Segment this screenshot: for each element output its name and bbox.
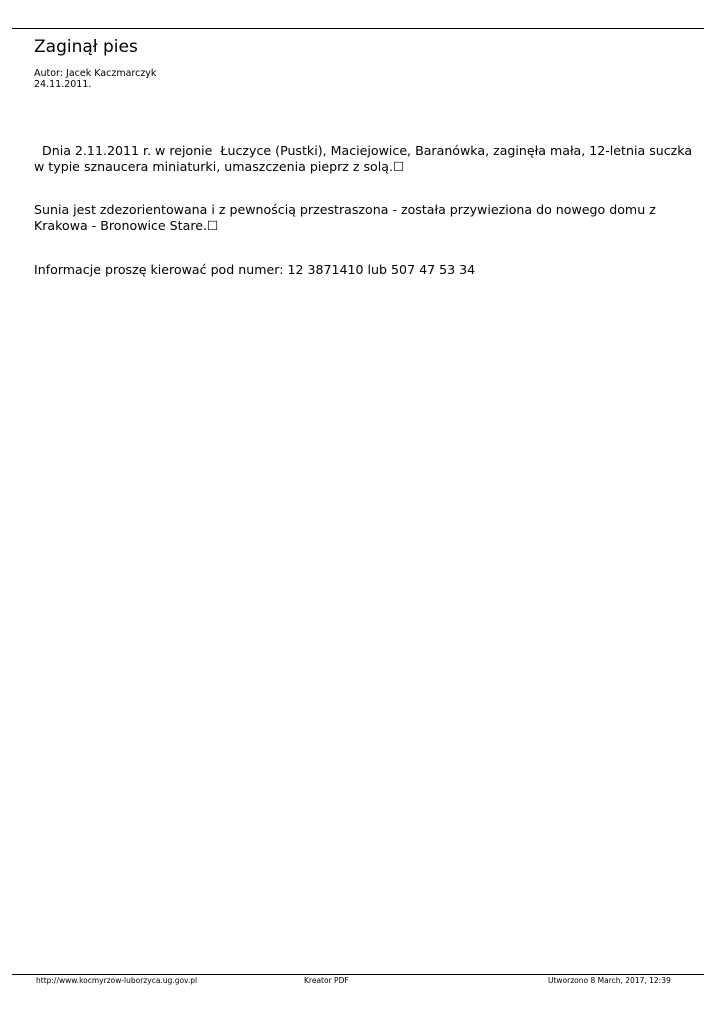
publish-date: 24.11.2011. (34, 79, 92, 90)
article-title: Zaginął pies (34, 37, 138, 57)
article-paragraph-3: Informacje proszę kierować pod numer: 12 3871410 lub 507 47 53 34 (34, 262, 476, 277)
footer-created-timestamp: Utworzono 8 March, 2017, 12:39 (548, 976, 671, 985)
article-paragraph-1: Dnia 2.11.2011 r. w rejonie Łuczyce (Pustki), Maciejowice, Baranówka, zaginęła mała, 12-letnia suczka w typie sznaucera miniaturki, umaszczenia pieprz z solą.☐ (34, 143, 697, 174)
header-divider (12, 28, 704, 29)
footer-generator: Kreator PDF (304, 976, 349, 985)
author-line: Autor: Jacek Kaczmarczyk (34, 68, 157, 79)
footer-url[interactable]: http://www.kocmyrzow-luborzyca.ug.gov.pl (36, 976, 198, 985)
footer-divider (12, 974, 704, 975)
article-meta (34, 68, 156, 90)
article-paragraph-2: Sunia jest zdezorientowana i z pewnością przestraszona - została przywieziona do nowego domu z Krakowa - Bronowice Stare.☐ (34, 202, 660, 233)
